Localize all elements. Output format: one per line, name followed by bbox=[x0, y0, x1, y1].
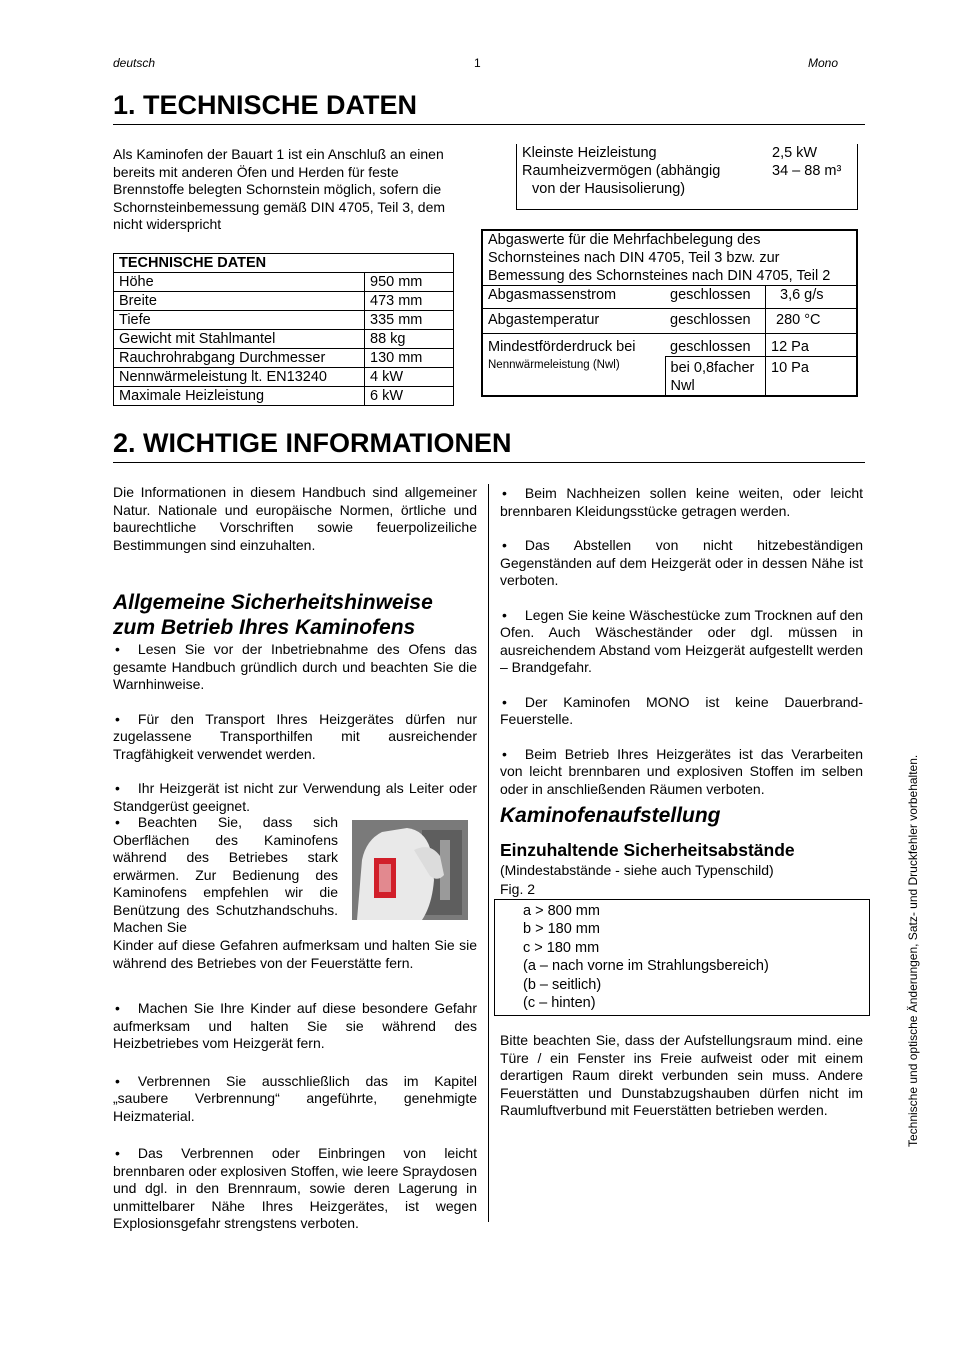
table-row: Gewicht mit Stahlmantel 88 kg bbox=[114, 330, 454, 349]
left-bullets bbox=[113, 641, 477, 815]
list-item: • Das Verbrennen oder Einbringen von leicht brennbaren oder explosiven Stoffen, wie leere Spraydosen und dgl. in den Brennraum, sowie deren Lagerung in unmittelbarer Nähe Ihres Heizgerätes, ist wegen Explosionsgefahr strengstens verboten. bbox=[113, 1145, 477, 1231]
heat-output-box bbox=[516, 144, 858, 210]
list-item: • Beim Betrieb Ihres Heizgerätes ist das Verarbeiten von leicht brennbaren und explosiven Stoffen im selben oder in anschließenden Räumen verboten. bbox=[500, 745, 863, 797]
installation-heading: Kaminofenaufstellung bbox=[500, 804, 721, 827]
exhaust-table-header: Abgaswerte für die Mehrfachbelegung des Schornsteines nach DIN 4705, Teil 3 bzw. zur Bemessung des Schornsteines nach DIN 4705, Teil 2 bbox=[482, 230, 857, 286]
distance-b-note: (b – seitlich) bbox=[523, 976, 602, 993]
tech-data-table bbox=[113, 253, 454, 406]
distance-a-note: (a – nach vorne im Strahlungsbereich) bbox=[523, 958, 769, 975]
right-bullets bbox=[500, 485, 863, 798]
table-row: Nennwärmeleistung lt. EN13240 4 kW bbox=[114, 368, 454, 387]
list-item: • Beim Nachheizen sollen keine weiten, oder leicht brennbaren Kleidungsstücke getragen werden. bbox=[500, 485, 863, 519]
table-row: Raumheizvermögen (abhängig von der Hausisolierung) 34 – 88 m³ bbox=[522, 163, 842, 197]
distance-b: b > 180 mm bbox=[523, 921, 600, 938]
list-item: • Lesen Sie vor der Inbetriebnahme des Ofens das gesamte Handbuch gründlich durch und beachten Sie die Warnhinweise. bbox=[113, 641, 477, 692]
column-divider bbox=[488, 484, 489, 1222]
distance-c: c > 180 mm bbox=[523, 939, 600, 956]
distance-a: a > 800 mm bbox=[523, 903, 600, 919]
list-item: • Legen Sie keine Wäschestücke zum Trocknen auf den Ofen. Auch Wäscheständer oder dgl. müssen in ausreichendem Abstand vom Heizgerät aufgestellt werden – Brandgefahr. bbox=[500, 606, 863, 675]
list-item: • Machen Sie Ihre Kinder auf diese besondere Gefahr aufmerksam und halten Sie sie während des Heizbetriebes vom Heizgerät fern. bbox=[113, 1000, 477, 1051]
table-row: Abgastemperatur geschlossen 280 °C bbox=[482, 309, 857, 334]
exhaust-values-table bbox=[481, 229, 858, 397]
list-item: • Verbrennen Sie ausschließlich das im Kapitel „saubere Verbrennung“ angeführte, genehmigte Heizmaterial. bbox=[113, 1072, 477, 1124]
list-item: • Für den Transport Ihres Heizgerätes dürfen nur zugelassene Transporthilfen mit ausreichender Tragfähigkeit verwendet werden. bbox=[113, 710, 477, 762]
table-row: Breite 473 mm bbox=[114, 292, 454, 311]
table-row: Abgasmassenstrom geschlossen 3,6 g/s bbox=[482, 286, 857, 309]
distances-heading: Einzuhaltende Sicherheitsabstände bbox=[500, 840, 795, 860]
section1-intro: Als Kaminofen der Bauart 1 ist ein Anschluß an einen bereits mit anderen Öfen und Herden für feste Brennstoffe belegten Schornstein möglich, sofern die Schornsteinbemessung gemäß DIN 4705, Teil 3, dem nicht widerspricht bbox=[113, 146, 446, 232]
glove-bullet: • Beachten Sie, dass sich Oberflächen des Kaminofens während des Betriebes stark erwärmen. Zur Bedienung des Kaminofens empfehlen wir die Benützung des Schutzhandschuhs. Machen Sie bbox=[113, 814, 338, 935]
table-row: Tiefe 335 mm bbox=[114, 311, 454, 330]
installation-room-note: Bitte beachten Sie, dass der Aufstellungsraum mind. eine Türe / ein Fenster ins Freie aufweist oder mit einem derartigen Raum direkt verbunden sein muss. Andere Feuerstätten und Dunstabzugshauben dürfen nicht im Raumluftverbund mit Feuerstätten betrieben werden. bbox=[500, 1032, 863, 1118]
disclaimer-vertical: Technische und optische Änderungen, Satz- und Druckfehler vorbehalten. bbox=[906, 754, 920, 1147]
figure-label: Fig. 2 bbox=[500, 881, 536, 897]
table-row: Maximale Heizleistung 6 kW bbox=[114, 387, 454, 406]
tech-table-header: TECHNISCHE DATEN bbox=[114, 254, 454, 273]
protective-glove-image bbox=[352, 820, 468, 920]
table-row: Mindestförderdruck bei Nennwärmeleistung (Nwl) geschlossen 12 Pa bbox=[482, 334, 857, 357]
table-row: Kleinste Heizleistung 2,5 kW bbox=[522, 145, 818, 161]
left-bullets-2 bbox=[113, 1000, 477, 1233]
distance-c-note: (c – hinten) bbox=[523, 995, 596, 1012]
table-row: bei 0,8facher Nwl 10 Pa bbox=[482, 357, 857, 397]
list-item: • Ihr Heizgerät ist nicht zur Verwendung als Leiter oder Standgerüst geeignet. bbox=[113, 780, 477, 814]
section1-title: 1. TECHNISCHE DATEN bbox=[113, 90, 865, 125]
min-distance-note: (Mindestabstände - siehe auch Typenschild) bbox=[500, 862, 774, 878]
header-product: Mono bbox=[808, 56, 839, 70]
header-language: deutsch bbox=[113, 56, 156, 70]
list-item: • Das Abstellen von nicht hitzebeständigen Gegenständen auf dem Heizgerät oder in dessen Nähe ist verboten. bbox=[500, 537, 863, 588]
section2-intro: Die Informationen in diesem Handbuch sind allgemeiner Natur. Nationale und europäische Normen, örtliche und baurechtliche Vorschriften sowie feuerpolizeiliche Bestimmungen sind einzuhalten. bbox=[113, 484, 477, 553]
distances-box bbox=[494, 899, 870, 1016]
list-item: • Der Kaminofen MONO ist keine Dauerbrand-Feuerstelle. bbox=[500, 693, 863, 727]
section2-title: 2. WICHTIGE INFORMATIONEN bbox=[113, 428, 865, 463]
table-row: Höhe 950 mm bbox=[114, 273, 454, 292]
page-number: 1 bbox=[474, 56, 481, 70]
table-row: Rauchrohrabgang Durchmesser 130 mm bbox=[114, 349, 454, 368]
safety-heading: Allgemeine Sicherheitshinweise zum Betrieb Ihres Kaminofens bbox=[113, 591, 433, 639]
glove-bullet-continued: Kinder auf diese Gefahren aufmerksam und halten Sie sie während des Betriebes von der Feuerstätte fern. bbox=[113, 937, 477, 971]
